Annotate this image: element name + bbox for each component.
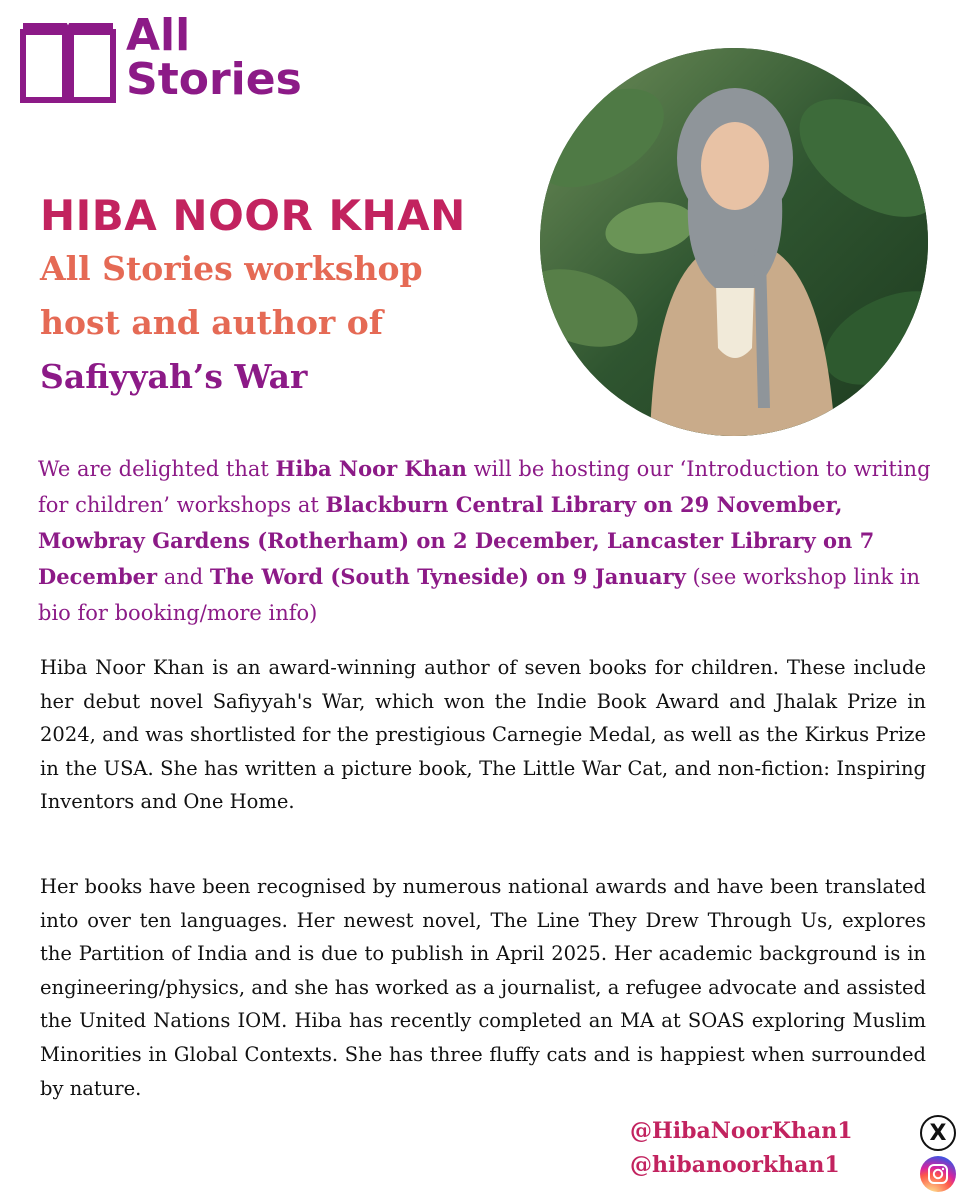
- headline: [40, 190, 466, 404]
- intro-text: will be hosting our ‘Introduction to writing for children’ workshops at: [38, 457, 931, 517]
- x-icon[interactable]: X: [920, 1115, 956, 1151]
- intro-venue-last: The Word (South Tyneside) on 9 January: [209, 564, 686, 589]
- open-book-icon: [18, 20, 118, 104]
- headline-subtitle-1: All Stories workshop: [40, 249, 423, 288]
- headline-subtitle-2: host and author of: [40, 303, 383, 342]
- intro-author-name: Hiba Noor Khan: [275, 456, 467, 481]
- brand-logo: [18, 10, 302, 105]
- intro-text: We are delighted that: [38, 457, 276, 481]
- bio-paragraph-2: Her books have been recognised by numerous national awards and have been translated into over ten languages. Her newest novel, The Line They Drew Through Us, explores the Partition of India and is due to publish in April 2025. Her academic background is in engineering/physics, and she has worked as a journalist, a refugee advocate and assisted the United Nations IOM. Hiba has recently completed an MA at SOAS exploring Muslim Minorities in Global Contexts. She has three fluffy cats and is happiest when surrounded by nature.: [40, 875, 926, 1100]
- book-title: Safiyyah’s War: [40, 357, 308, 396]
- logo-line-2: Stories: [126, 54, 302, 105]
- intro-note: (see workshop link in bio for booking/more info): [38, 565, 921, 625]
- logo-line-1: All: [126, 10, 191, 61]
- instagram-handle[interactable]: @hibanoorkhan1: [630, 1152, 840, 1178]
- author-portrait: [540, 48, 928, 436]
- intro-venues: Blackburn Central Library on 29 November, Mowbray Gardens (Rotherham) on 2 December, Lancaster Library on 7 December: [38, 492, 875, 589]
- workshop-announcement: [38, 451, 938, 631]
- x-handle[interactable]: @HibaNoorKhan1: [630, 1118, 853, 1144]
- intro-text: and: [157, 565, 210, 589]
- instagram-icon[interactable]: [920, 1156, 956, 1192]
- author-name: HIBA NOOR KHAN: [40, 191, 466, 240]
- bio-paragraph-1: Hiba Noor Khan is an award-winning author of seven books for children. These include her debut novel Safiyyah's War, which won the Indie Book Award and Jhalak Prize in 2024, and was shortlisted for the prestigious Carnegie Medal, as well as the Kirkus Prize in the USA. She has written a picture book, The Little War Cat, and non-fiction: Inspiring Inventors and One Home.: [40, 656, 926, 814]
- logo-wordmark: [126, 10, 302, 105]
